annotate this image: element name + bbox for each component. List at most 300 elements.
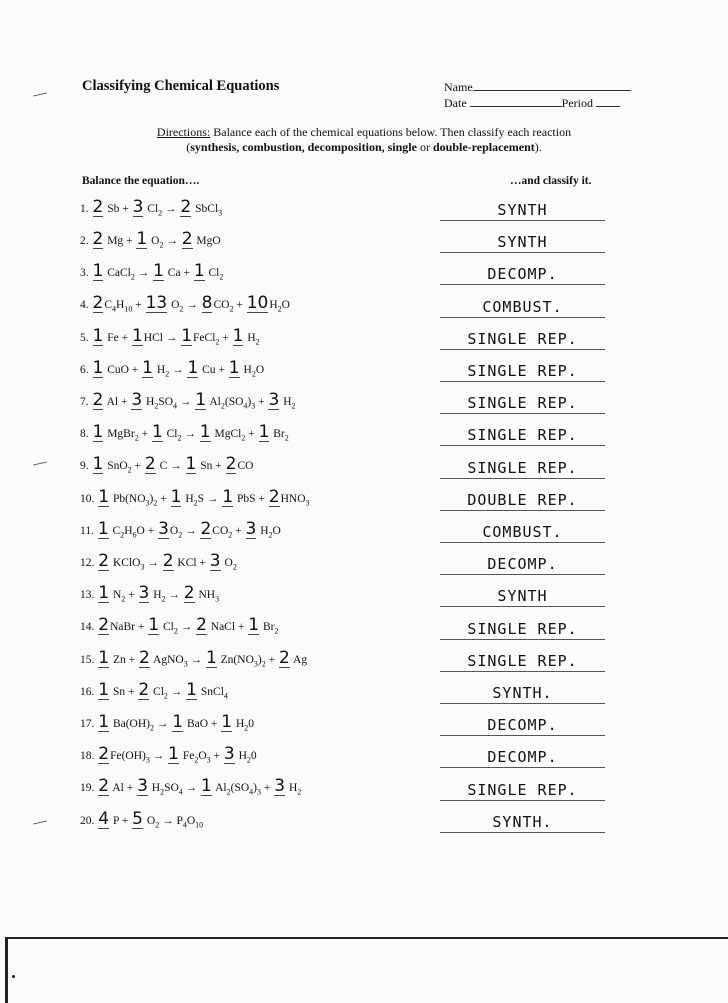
equation-number: 5. xyxy=(80,331,92,344)
coefficient-blank[interactable]: 1 xyxy=(172,711,184,732)
coefficient-blank[interactable]: 2 xyxy=(92,196,104,217)
subscript: 2 xyxy=(154,401,159,411)
formula-text: Cl xyxy=(160,621,174,634)
classification-answer[interactable]: SINGLE REP. xyxy=(440,651,605,672)
coefficient-blank[interactable]: 2 xyxy=(92,293,104,314)
subscript: 2 xyxy=(219,272,224,282)
subscript: 2 xyxy=(220,401,225,411)
coefficient-blank[interactable]: 5 xyxy=(132,808,143,829)
subscript: 4 xyxy=(223,691,228,700)
subscript: 10 xyxy=(195,819,204,829)
formula-text: N xyxy=(110,589,122,602)
formula-text: → xyxy=(163,234,181,247)
subscript: 3 xyxy=(145,497,150,507)
formula-text: C xyxy=(109,524,121,537)
coefficient-blank[interactable]: 3 xyxy=(268,389,280,410)
formula-text: + xyxy=(138,428,151,441)
classification-answer[interactable]: DECOMP. xyxy=(440,264,605,285)
formula-text: H xyxy=(182,492,194,505)
formula-text: KClO xyxy=(110,556,141,569)
formula-text: Sn + xyxy=(110,685,138,698)
coefficient-blank[interactable]: 2 xyxy=(98,615,110,636)
formula-text: H xyxy=(280,395,292,408)
coefficient-blank[interactable]: 1 xyxy=(97,518,109,539)
equation-row xyxy=(0,322,728,352)
coefficient-blank[interactable]: 1 xyxy=(205,647,217,668)
coefficient-blank[interactable]: 3 xyxy=(223,744,235,765)
directions-close: ). xyxy=(534,140,542,154)
subscript: 2 xyxy=(179,304,184,314)
coefficient-blank[interactable]: 3 xyxy=(131,389,143,410)
subscript: 3 xyxy=(206,755,211,765)
coefficient-blank[interactable]: 2 xyxy=(268,486,280,507)
equation-number: 8. xyxy=(80,428,92,441)
coefficient-blank[interactable]: 1 xyxy=(222,486,234,507)
coefficient-blank[interactable]: 2 xyxy=(225,454,237,475)
formula-text: H xyxy=(124,524,133,537)
date-label: Date xyxy=(444,96,467,110)
classification-answer[interactable]: DOUBLE REP. xyxy=(440,490,605,511)
coefficient-blank[interactable]: 2 xyxy=(183,583,195,604)
coefficient-blank[interactable]: 2 xyxy=(98,744,110,765)
equation xyxy=(80,423,289,442)
formula-text: Zn + xyxy=(110,653,138,666)
classification-answer[interactable]: SINGLE REP. xyxy=(440,780,605,801)
subscript: 3 xyxy=(253,658,258,668)
equation xyxy=(80,359,264,378)
formula-text: Al xyxy=(207,395,221,408)
formula-text: → xyxy=(167,685,186,698)
formula-text: + xyxy=(232,524,245,537)
formula-text: Zn(NO xyxy=(217,653,254,666)
formula-text: HCl → xyxy=(143,331,181,344)
coefficient-blank[interactable]: 1 xyxy=(92,325,104,346)
coefficient-blank[interactable]: 2 xyxy=(98,776,110,797)
formula-text: AgNO xyxy=(150,653,184,666)
coefficient-blank[interactable]: 2 xyxy=(92,389,104,410)
coefficient-blank[interactable]: 1 xyxy=(195,389,207,410)
subscript: 6 xyxy=(132,530,137,539)
coefficient-blank[interactable]: 1 xyxy=(98,711,110,732)
directions xyxy=(90,125,638,155)
directions-paren: ( xyxy=(186,140,191,154)
equation-row xyxy=(0,579,728,609)
equation xyxy=(80,552,237,571)
equation xyxy=(80,681,228,700)
classification-answer[interactable]: SINGLE REP. xyxy=(440,329,605,350)
equation-number: 7. xyxy=(80,395,92,408)
formula-text: O xyxy=(221,556,233,569)
formula-text: MgO xyxy=(193,234,221,247)
formula-text: ) xyxy=(149,492,154,505)
equation-number: 3. xyxy=(80,267,92,280)
formula-text: H xyxy=(257,524,269,537)
formula-text: + xyxy=(245,428,258,441)
equation xyxy=(80,294,290,313)
page-frame xyxy=(5,937,728,1003)
formula-text: Sn + xyxy=(197,460,225,473)
classification-answer[interactable]: DECOMP. xyxy=(440,715,605,736)
classification-answer[interactable]: SINGLE REP. xyxy=(440,425,605,446)
worksheet-title: Classifying Chemical Equations xyxy=(82,78,280,94)
formula-text: MgBr xyxy=(104,428,135,441)
formula-text: → xyxy=(187,653,205,666)
formula-text: C → xyxy=(156,460,185,473)
formula-text: MgCl xyxy=(211,428,242,441)
formula-text: → xyxy=(177,621,196,634)
equation xyxy=(80,584,219,603)
column-header-balance: Balance the equation…. xyxy=(82,175,200,187)
subscript: 2 xyxy=(153,497,158,507)
coefficient-blank[interactable]: 8 xyxy=(201,293,213,314)
coefficient-blank[interactable]: 1 xyxy=(187,357,199,378)
subscript: 4 xyxy=(249,787,254,797)
coefficient-blank[interactable]: 1 xyxy=(98,647,110,668)
formula-text: → xyxy=(165,589,183,602)
subscript: 2 xyxy=(127,465,132,475)
formula-text: CO xyxy=(237,460,254,473)
equation xyxy=(80,455,253,474)
formula-text: + xyxy=(260,782,274,795)
subscript: 4 xyxy=(112,304,116,314)
name-blank[interactable] xyxy=(473,79,631,91)
subscript: 2 xyxy=(178,530,183,539)
formula-text: O xyxy=(186,814,196,827)
coefficient-blank[interactable]: 1 xyxy=(98,679,110,700)
coefficient-blank[interactable]: 2 xyxy=(144,454,156,475)
coefficient-blank[interactable]: 1 xyxy=(153,261,164,282)
coefficient-blank[interactable]: 1 xyxy=(131,325,143,346)
coefficient-blank[interactable]: 3 xyxy=(158,518,169,539)
formula-text: CO xyxy=(213,299,230,312)
subscript: 4 xyxy=(243,401,248,411)
subscript: 2 xyxy=(120,530,125,539)
formula-text: O xyxy=(272,524,281,537)
equation xyxy=(80,810,203,829)
coefficient-blank[interactable]: 3 xyxy=(137,776,148,797)
coefficient-blank[interactable]: 2 xyxy=(181,228,193,249)
classification-answer[interactable]: SYNTH xyxy=(440,232,605,253)
formula-text: O xyxy=(281,299,290,312)
formula-text: SO xyxy=(158,395,174,408)
coefficient-blank[interactable]: 2 xyxy=(138,679,150,700)
coefficient-blank[interactable]: 1 xyxy=(98,486,110,507)
formula-text: H xyxy=(244,331,256,344)
equation-number: 16. xyxy=(80,685,98,698)
equation xyxy=(80,230,221,249)
coefficient-blank[interactable]: 2 xyxy=(92,228,104,249)
classification-answer[interactable]: COMBUST. xyxy=(440,522,605,543)
coefficient-blank[interactable]: 10 xyxy=(246,293,269,314)
equation-number: 9. xyxy=(80,460,92,473)
formula-text: + xyxy=(210,750,223,763)
scan-dot xyxy=(12,975,15,978)
formula-text: Ca + xyxy=(164,267,193,280)
classification-answer[interactable]: DECOMP. xyxy=(440,747,605,768)
name-field[interactable] xyxy=(444,79,631,95)
name-label: Name xyxy=(444,80,473,94)
coefficient-blank[interactable]: 1 xyxy=(98,583,110,604)
classification-answer[interactable]: DECOMP. xyxy=(440,554,605,575)
formula-text: → xyxy=(144,556,162,569)
subscript: 2 xyxy=(161,594,166,604)
subscript: 2 xyxy=(297,787,302,797)
coefficient-blank[interactable]: 1 xyxy=(185,454,197,475)
coefficient-blank[interactable]: 2 xyxy=(278,647,290,668)
equation-number: 17. xyxy=(80,717,98,730)
margin-mark xyxy=(33,93,47,97)
formula-text: Cu + xyxy=(199,363,228,376)
coefficient-blank[interactable]: 1 xyxy=(142,357,153,378)
formula-text: H xyxy=(148,782,161,795)
subscript: 3 xyxy=(183,658,188,668)
formula-text: → xyxy=(183,299,201,312)
formula-text: 0 xyxy=(250,750,257,763)
coefficient-blank[interactable]: 1 xyxy=(186,679,197,700)
subscript: 2 xyxy=(121,594,126,604)
classification-answer[interactable]: SINGLE REP. xyxy=(440,361,605,382)
coefficient-blank[interactable]: 1 xyxy=(92,422,104,443)
subscript: 2 xyxy=(150,723,154,733)
equation-row xyxy=(0,257,728,287)
equation-row xyxy=(0,612,728,642)
classification-answer[interactable]: SYNTH. xyxy=(440,683,605,704)
formula-text: → xyxy=(177,395,195,408)
formula-text: → xyxy=(154,717,172,730)
directions-types-2: double-replacement xyxy=(432,140,535,154)
equation-number: 10. xyxy=(80,492,98,505)
subscript: 4 xyxy=(173,401,178,411)
equation-row xyxy=(0,676,728,706)
coefficient-blank[interactable]: 2 xyxy=(138,647,150,668)
subscript: 2 xyxy=(229,304,234,314)
formula-text: O xyxy=(148,234,160,247)
formula-text: + xyxy=(125,589,138,602)
formula-text: 0 xyxy=(248,717,255,730)
coefficient-blank[interactable]: 1 xyxy=(151,422,163,443)
coefficient-blank[interactable]: 1 xyxy=(181,325,193,346)
coefficient-blank[interactable]: 2 xyxy=(180,196,192,217)
classification-answer[interactable]: SINGLE REP. xyxy=(440,619,605,640)
coefficient-blank[interactable]: 1 xyxy=(232,325,244,346)
classification-answer[interactable]: SINGLE REP. xyxy=(440,393,605,414)
period-blank[interactable] xyxy=(596,95,620,107)
equation-number: 12. xyxy=(80,556,98,569)
column-header-classify: …and classify it. xyxy=(510,175,592,187)
coefficient-blank[interactable]: 3 xyxy=(138,583,150,604)
formula-text: Ba(OH) xyxy=(110,717,150,730)
equation xyxy=(80,745,257,764)
date-period-field[interactable] xyxy=(444,95,631,111)
formula-text: + xyxy=(157,492,170,505)
classification-answer[interactable]: COMBUST. xyxy=(440,297,605,318)
coefficient-blank[interactable]: 1 xyxy=(148,615,160,636)
formula-text: + xyxy=(219,331,232,344)
equation xyxy=(80,520,281,539)
formula-text: Mg + xyxy=(104,234,136,247)
subscript: 2 xyxy=(165,369,170,378)
equation-row xyxy=(0,290,728,320)
formula-text: S → xyxy=(197,492,222,505)
coefficient-blank[interactable]: 1 xyxy=(92,261,104,282)
formula-text: Ag xyxy=(290,653,308,666)
formula-text: O + xyxy=(136,524,158,537)
formula-text: SO xyxy=(164,782,179,795)
subscript: 4 xyxy=(178,787,183,797)
coefficient-blank[interactable]: 2 xyxy=(162,550,174,571)
coefficient-blank[interactable]: 1 xyxy=(92,454,104,475)
formula-text: ) xyxy=(253,782,257,795)
coefficient-blank[interactable]: 13 xyxy=(145,293,168,314)
subscript: 2 xyxy=(284,433,289,443)
classification-answer[interactable]: SYNTH xyxy=(440,586,605,607)
equation-row xyxy=(0,386,728,416)
formula-text: H xyxy=(286,782,298,795)
subscript: 2 xyxy=(268,530,273,539)
formula-text: Pb(NO xyxy=(110,492,146,505)
formula-text: C xyxy=(104,299,112,312)
subscript: 2 xyxy=(159,240,164,250)
formula-text: Al xyxy=(212,782,227,795)
equation-row xyxy=(0,708,728,738)
subscript: 2 xyxy=(130,272,135,282)
formula-text: ) xyxy=(257,653,262,666)
coefficient-blank[interactable]: 1 xyxy=(170,486,182,507)
coefficient-blank[interactable]: 1 xyxy=(221,711,233,732)
subscript: 2 xyxy=(163,691,168,700)
subscript: 2 xyxy=(215,336,220,346)
subscript: 2 xyxy=(251,369,256,378)
formula-text: CuO + xyxy=(104,363,142,376)
formula-text: Cl xyxy=(205,267,220,280)
formula-text: HNO xyxy=(280,492,306,505)
equation-row xyxy=(0,451,728,481)
coefficient-blank[interactable]: 1 xyxy=(258,422,270,443)
coefficient-blank[interactable]: 3 xyxy=(132,196,144,217)
equation-row xyxy=(0,805,728,835)
equation-number: 14. xyxy=(80,621,98,634)
coefficient-blank[interactable]: 1 xyxy=(168,744,179,765)
directions-or: or xyxy=(416,140,433,154)
formula-text: + xyxy=(265,653,278,666)
equation xyxy=(80,262,223,281)
equation-number: 11. xyxy=(80,524,97,537)
formula-text: Fe + xyxy=(104,331,131,344)
equation-number: 4. xyxy=(80,299,92,312)
equation xyxy=(80,391,296,410)
formula-text: CO xyxy=(212,524,229,537)
formula-text: → xyxy=(134,267,153,280)
classification-answer[interactable]: SYNTH xyxy=(440,200,605,221)
coefficient-blank[interactable]: 2 xyxy=(196,615,207,636)
coefficient-blank[interactable]: 1 xyxy=(248,615,260,636)
formula-text: Br xyxy=(270,428,285,441)
equation-number: 20. xyxy=(80,814,98,827)
classification-answer[interactable]: SYNTH. xyxy=(440,812,605,833)
subscript: 2 xyxy=(255,336,260,346)
formula-text: O xyxy=(144,814,156,827)
subscript: 2 xyxy=(158,208,163,217)
formula-text: O xyxy=(255,363,265,376)
coefficient-blank[interactable]: 3 xyxy=(209,550,221,571)
equation xyxy=(80,777,301,796)
formula-text: O xyxy=(168,299,180,312)
period-label: Period xyxy=(561,96,593,110)
coefficient-blank[interactable]: 1 xyxy=(136,228,148,249)
equation xyxy=(80,198,222,217)
equation-number: 1. xyxy=(80,202,92,215)
coefficient-blank[interactable]: 1 xyxy=(193,261,205,282)
coefficient-blank[interactable]: 1 xyxy=(228,357,240,378)
equation-number: 18. xyxy=(80,750,98,763)
formula-text: BaO + xyxy=(184,717,221,730)
formula-text: Cl xyxy=(150,685,164,698)
coefficient-blank[interactable]: 1 xyxy=(201,776,212,797)
coefficient-blank[interactable]: 2 xyxy=(200,518,212,539)
formula-text: + xyxy=(255,395,268,408)
formula-text: H xyxy=(154,363,166,376)
formula-text: SnCl xyxy=(198,685,224,698)
equation-number: 15. xyxy=(80,653,98,666)
equation-number: 19. xyxy=(80,782,98,795)
subscript: 3 xyxy=(145,755,150,765)
formula-text: Fe(OH) xyxy=(110,750,146,763)
coefficient-blank[interactable]: 1 xyxy=(92,357,104,378)
subscript: 3 xyxy=(215,594,220,604)
classification-answer[interactable]: SINGLE REP. xyxy=(440,458,605,479)
subscript: 2 xyxy=(134,433,139,443)
equation-row xyxy=(0,225,728,255)
formula-text: FeCl xyxy=(193,331,216,344)
formula-text: → xyxy=(162,202,180,215)
coefficient-blank[interactable]: 1 xyxy=(199,422,211,443)
formula-text: Br xyxy=(260,621,275,634)
formula-text: H xyxy=(150,589,162,602)
equation-row xyxy=(0,483,728,513)
formula-text: → xyxy=(169,363,187,376)
formula-text: + xyxy=(233,299,246,312)
equation-number: 6. xyxy=(80,363,92,376)
formula-text: NaCl + xyxy=(207,621,248,634)
subscript: 2 xyxy=(226,787,231,797)
formula-text: Cl xyxy=(163,428,178,441)
formula-text: Fe xyxy=(179,750,195,763)
directions-label: Directions: xyxy=(156,125,211,139)
formula-text: → xyxy=(182,524,200,537)
coefficient-blank[interactable]: 3 xyxy=(245,518,257,539)
directions-text: Balance each of the chemical equations below. Then classify each reaction xyxy=(210,125,572,139)
formula-text: (SO xyxy=(230,782,250,795)
subscript: 2 xyxy=(160,787,165,797)
equation xyxy=(80,488,310,507)
subscript: 2 xyxy=(277,304,282,314)
coefficient-blank[interactable]: 2 xyxy=(98,550,110,571)
coefficient-blank[interactable]: 3 xyxy=(274,776,286,797)
formula-text: H xyxy=(235,750,247,763)
formula-text: → xyxy=(181,428,199,441)
coefficient-blank[interactable]: 4 xyxy=(98,808,110,829)
equation xyxy=(80,713,254,732)
subscript: 10 xyxy=(124,304,133,314)
subscript: 3 xyxy=(251,401,256,411)
subscript: 2 xyxy=(246,755,251,765)
formula-text: (SO xyxy=(224,395,244,408)
equation-row xyxy=(0,354,728,384)
formula-text: Sb + xyxy=(104,202,132,215)
formula-text: NH xyxy=(195,589,216,602)
date-blank[interactable] xyxy=(470,95,562,107)
subscript: 2 xyxy=(173,626,178,636)
